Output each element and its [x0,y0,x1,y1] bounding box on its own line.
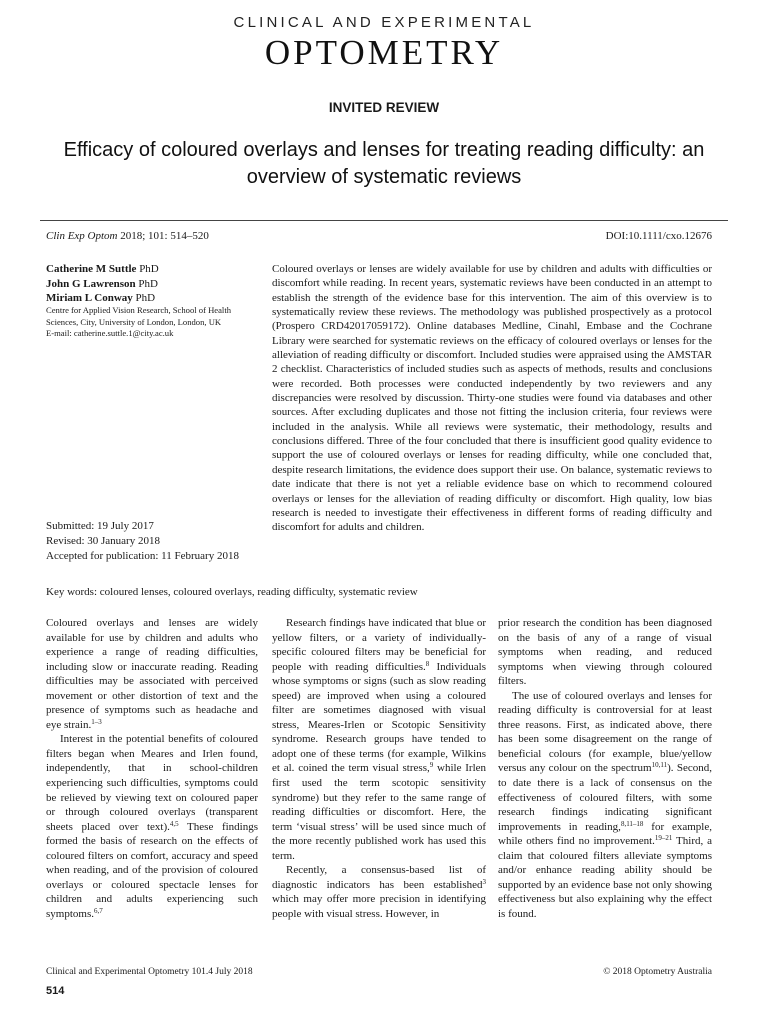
paragraph: Research findings have indicated that blue or yellow filters, or a variety of individually-specific coloured filters may be beneficial for people with reading difficulties.$^8$ Individuals whose symptoms or signs (such as slow reading speed) are improved when using a coloured filter are sometimes diagnosed with visual stress, Meares-Irlen or Scotopic Sensitivity syndrome. Research groups have tended to adopt one of these terms (for example, Wilkins et al. coined the term visual stress,$^9$ while Irlen first used the term scotopic sensitivity syndrome) but they refer to the same range of reading difficulties or discomfort. Here, the term ‘visual stress’ will be used since much of the more recently published work has used this term. [272,617,487,862]
author: John G Lawrenson PhD [46,277,158,290]
abstract: Coloured overlays or lenses are widely available for use by children and adults with difficulties or discomfort while reading. In recent years, systematic reviews have been conducted in an attempt to establish the strength of the evidence base for this intervention. The aim of this overview is to systematically review these reviews. The methodology was published prospectively as a protocol (Prospero CRD42017059172). Online databases Medline, Cinahl, Embase and the Cochrane Library were searched for systematic reviews on the efficacy of coloured overlays or lenses for the alleviation of reading difficulty or discomfort. Included studies were appraised using the AMSTAR 2 checklist. Characteristics of included studies such as aspects of methods, results and conclusions were recorded. Both processes were conducted independently by two reviewers and any discrepancies were resolved by discussion. Thirty-one studies were found via databases and other sources. After excluding duplicates and those not fitting the inclusion criteria, four reviews were included in the analysis. While all reviews were systematic, their methodology, results and conclusions differed. Three of the four concluded that there is insufficient good quality evidence to support the use of coloured overlays or lenses for reading difficulty, while one concluded that, despite research limitations, the evidence does support their use. On balance, systematic reviews to date indicate that there is not yet a reliable evidence base on which to recommend coloured overlays or lenses for the alleviation of reading difficulty or discomfort. High quality, low bias research is needed to investigate their effectiveness in different forms of reading difficulty and discomfort for adults and children. [272,263,712,534]
citation-ref: 8 [425,659,430,668]
footer-copyright: © 2018 Optometry Australia [603,967,712,977]
header-divider [40,220,728,221]
citation-ref: 1–3 [91,717,102,726]
citation-ref: 9 [429,761,434,770]
body-column-3 [498,616,712,921]
author: Catherine M Suttle PhD [46,263,159,275]
dates-block [46,519,266,563]
revised-date: Revised: 30 January 2018 [46,534,160,547]
paragraph: Interest in the potential benefits of coloured filters began when Meares and Irlen found, independently, that in school-children experiencing such difficulties, symptoms could be relieved by viewing text on coloured paper or through coloured overlays (transparent sheets placed over text).$^{4,5}$ These findings formed the basis of research on the effects of coloured filters on comfort, accuracy and speed when reading, and of the provision of coloured overlays or coloured spectacle lenses for children and adults experiencing such symptoms.$^{6,7}$ [46,733,258,920]
citation [46,230,209,242]
paragraph: prior research the condition has been diagnosed on the basis of any of a range of visual symptoms when reading, and reduced symptoms when viewing through coloured filters. [498,617,712,688]
accepted-date: Accepted for publication: 11 February 2018 [46,549,239,562]
body-column-2 [272,616,486,921]
body-column-1 [46,616,258,921]
author: Miriam L Conway PhD [46,292,156,304]
journal-abbrev: Clin Exp Optom [46,230,118,242]
paragraph: Coloured overlays and lenses are widely available for use by children and adults who experience a range of reading difficulties, including slow or inaccurate reading. Reading difficulties may be associated with perceived movement or other distortion of text and the presence of symptoms such as headache and eye strain.$^{1-3}$ [46,617,258,731]
paragraph: The use of coloured overlays and lenses for reading difficulty is controversial for at least three reasons. First, as indicated above, there has been some disagreement on the range of beneficial colours (for example, blue/yellow versus any colour on the spectrum$^{10,11}$). Second, to date there is a lack of consensus on the effectiveness of coloured filters, with some research findings indicating significant improvements in reading,$^{8,11-18}$ for example, while others find no improvement.$^{19-21}$ Third, a claim that coloured filters alleviate symptoms and/or enhance reading ability should be supported by an evidence base not only showing effectiveness but also explaining why the effect is found. [498,689,713,920]
citation-ref: 19–21 [654,834,673,843]
affiliation-block [46,305,264,340]
paragraph: Recently, a consensus-based list of diagnostic indicators has been established$^3$ which may offer more precision in identifying people with visual stress. However, in [272,864,486,920]
submitted-date: Submitted: 19 July 2017 [46,520,154,532]
article-title: Efficacy of coloured overlays and lenses for treating reading difficulty: an overview of systematic reviews [63,139,705,188]
footer-journal-issue: Clinical and Experimental Optometry 101.4 July 2018 [46,967,253,977]
citation-ref: 6,7 [93,906,103,915]
journal-name: OPTOMETRY [264,33,504,72]
citation-ref: 3 [482,877,486,886]
citation-ref: 8,11–18 [620,819,644,828]
affiliation: Centre for Applied Vision Research, School of Health Sciences, City, University of London, London, UK [46,305,232,327]
email: E-mail: catherine.suttle.1@city.ac.uk [46,328,174,338]
page-number: 514 [46,985,65,997]
keywords: Key words: coloured lenses, coloured overlays, reading difficulty, systematic review [46,586,418,598]
journal-header-top: CLINICAL AND EXPERIMENTAL [233,14,535,31]
citation-ref: 4,5 [169,819,179,828]
section-label: INVITED REVIEW [328,100,440,115]
citation-ref: 10,11 [651,761,668,770]
citation-details: 2018; 101: 514–520 [117,230,209,242]
author-list [46,262,261,306]
doi: DOI:10.1111/cxo.12676 [605,230,712,242]
